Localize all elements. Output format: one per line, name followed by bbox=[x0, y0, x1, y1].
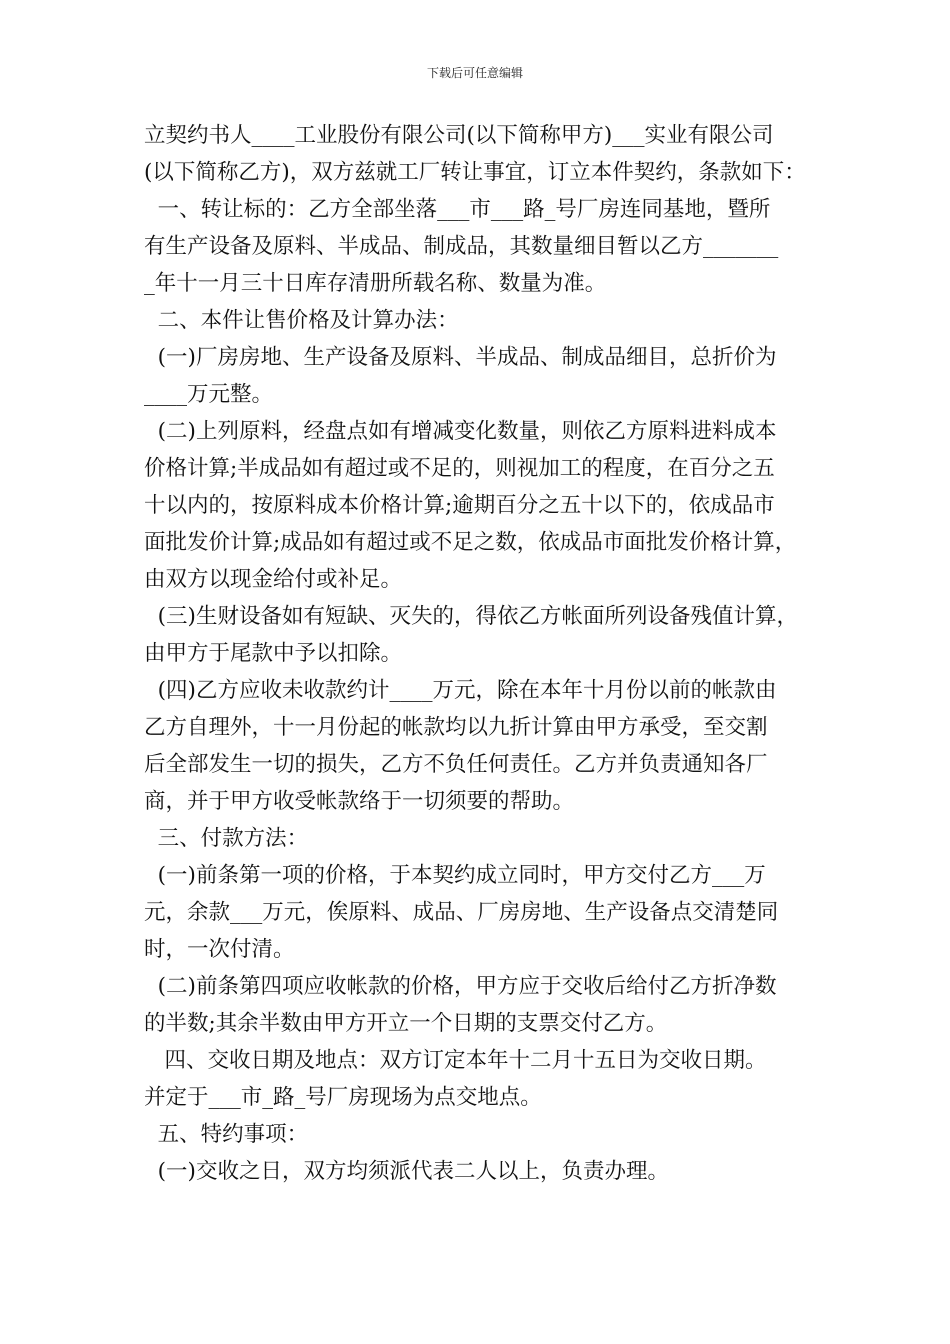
text-line: (一)前条第一项的价格，于本契约成立同时，甲方交付乙方___万 bbox=[144, 863, 766, 888]
text-line: 五、特约事项： bbox=[144, 1122, 309, 1147]
text-line: (二)上列原料，经盘点如有增减变化数量，则依乙方原料进料成本 bbox=[144, 419, 777, 444]
text-line: (三)生财设备如有短缺、灭失的，得依乙方帐面所列设备残值计算， bbox=[144, 604, 798, 629]
text-line: 时，一次付清。 bbox=[144, 937, 295, 962]
text-line: (二)前条第四项应收帐款的价格，甲方应于交收后给付乙方折净数 bbox=[144, 974, 777, 999]
text-line: 立契约书人____工业股份有限公司(以下简称甲方)___实业有限公司 bbox=[144, 123, 774, 148]
text-line: ____万元整。 bbox=[144, 382, 274, 407]
text-line: 面批发价计算;成品如有超过或不足之数，依成品市面批发价格计算， bbox=[144, 530, 797, 555]
text-line: 商，并于甲方收受帐款络于一切须要的帮助。 bbox=[144, 789, 575, 814]
text-line: 乙方自理外，十一月份起的帐款均以九折计算由甲方承受，至交割 bbox=[144, 715, 768, 740]
text-line: 三、付款方法： bbox=[144, 826, 309, 851]
text-line: (以下简称乙方)，双方兹就工厂转让事宜，订立本件契约，条款如下： bbox=[144, 160, 806, 185]
text-line: 并定于___市_路_号厂房现场为点交地点。 bbox=[144, 1085, 542, 1110]
text-line: 的半数;其余半数由甲方开立一个日期的支票交付乙方。 bbox=[144, 1011, 668, 1036]
text-line: (一)厂房房地、生产设备及原料、半成品、制成品细目，总折价为 bbox=[144, 345, 777, 370]
text-line: 二、本件让售价格及计算办法： bbox=[144, 308, 459, 333]
text-line: 由双方以现金给付或补足。 bbox=[144, 567, 403, 592]
contract-body bbox=[144, 117, 814, 1190]
text-line: (一)交收之日，双方均须派代表二人以上，负责办理。 bbox=[144, 1159, 669, 1184]
text-line: 元，余款___万元，俟原料、成品、厂房房地、生产设备点交清楚同 bbox=[144, 900, 779, 925]
text-line: 价格计算;半成品如有超过或不足的，则视加工的程度，在百分之五 bbox=[144, 456, 775, 481]
text-line: 一、转让标的：乙方全部坐落___市___路_号厂房连同基地，暨所 bbox=[144, 197, 771, 222]
text-line: 四、交收日期及地点：双方订定本年十二月十五日为交收日期。 bbox=[144, 1048, 767, 1073]
text-line: 有生产设备及原料、半成品、制成品，其数量细目暂以乙方_______ bbox=[144, 234, 779, 259]
text-line: 后全部发生一切的损失，乙方不负任何责任。乙方并负责通知各厂 bbox=[144, 752, 768, 777]
text-line: 由甲方于尾款中予以扣除。 bbox=[144, 641, 403, 666]
page-header: 下载后可任意编辑 bbox=[426, 66, 523, 80]
text-line: _年十一月三十日库存清册所载名称、数量为准。 bbox=[144, 271, 607, 296]
text-line: (四)乙方应收未收款约计____万元，除在本年十月份以前的帐款由 bbox=[144, 678, 777, 703]
text-line: 十以内的，按原料成本价格计算;逾期百分之五十以下的，依成品市 bbox=[144, 493, 775, 518]
